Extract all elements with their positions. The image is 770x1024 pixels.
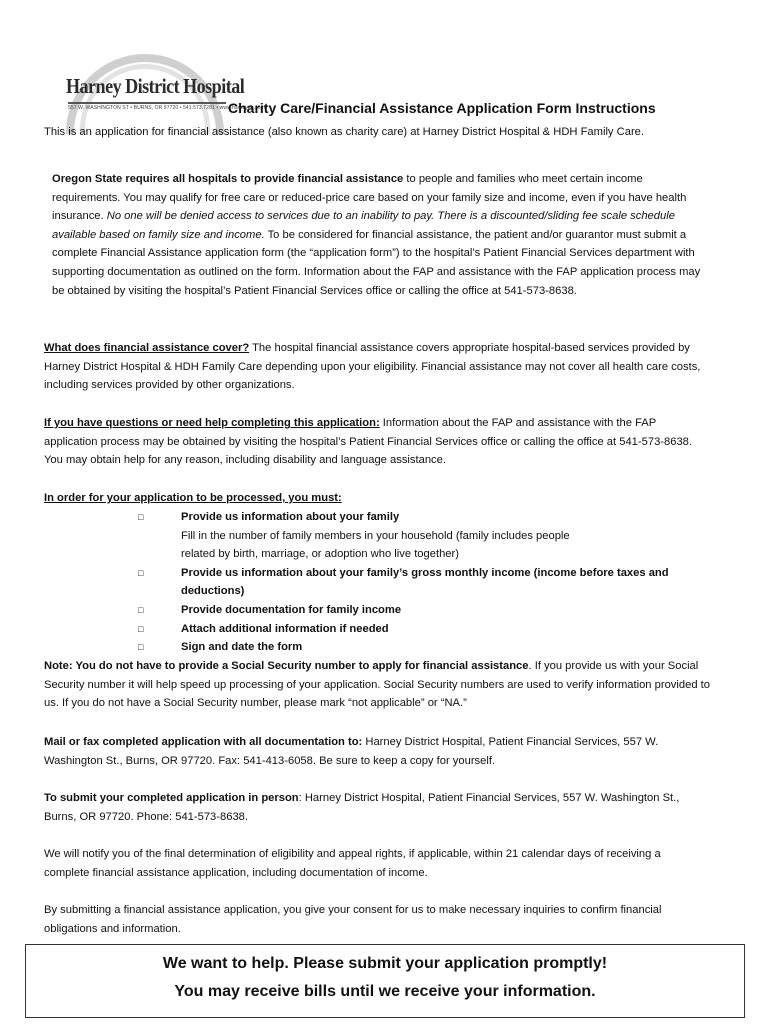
checklist-item-label: deductions) [181,585,245,598]
note-paragraph [44,657,712,713]
callout-line-2: You may receive bills until we receive your information. [174,983,596,1000]
note-label: Note [44,660,69,672]
checklist-item [44,601,744,620]
logo-subtext: 557 W. WASHINGTON ST • BURNS, OR 97720 • 541.573.7281 • www.harneydh.com [68,105,265,111]
hospital-logo [60,48,265,120]
logo-name: Harney District Hospital [66,74,245,98]
logo-rule [68,102,226,104]
consent-paragraph: By submitting a financial assistance application, you give your consent for us to make necessary inquiries to confirm financial obligations and information. [44,904,662,935]
cover-heading: What does financial assistance cover? [44,342,250,354]
checklist-item-label: Provide us information about your family [181,511,400,523]
checkbox-icon: □ [138,623,144,634]
checklist-item-label: Provide documentation for family income [181,603,402,616]
checklist-subtext-line: Fill in the number of family members in your household (family includes people [181,529,570,542]
oregon-text-1: to people and families who meet certain income requirements. You may qualify for free care or reduced-price care based on your family size and income, even if you have health insurance. [52,173,687,223]
in-person-heading: To submit your completed application in person [44,792,299,804]
checklist-item-label: Provide us information about your family’s gross monthly income (income before taxes and [181,566,669,579]
checklist-item [44,620,744,639]
checklist-item [44,508,744,527]
checkbox-icon: □ [138,567,144,578]
process-heading-text: In order for your application to be processed, you must: [44,492,342,504]
cover-text: The hospital financial assistance covers appropriate hospital-based services provided by Harney District Hospital & HDH Family Care depending upon your eligibility. Financial assistance may not cover all health care costs, including services provided by other organizations. [44,342,701,392]
oregon-text-2: To be considered for financial assistance, the patient and/or guarantor must submit a complete Financial Assistance application form (the “application form”) to the hospital’s Patient Financial Services department with supporting documentation as outlined on the form. Information about the FAP and assistance with the FAP application process may be obtained by visiting the hospital’s Patient Financial Services office or calling the office at 541-573-8638. [52,228,701,297]
note-text: . If you provide us with your Social Security number it will help speed up processing of your application. Social Security numbers are used to verify information provided to us. If you do not have a Social Security number, please mark “not applicable” or “NA.” [44,660,710,710]
mail-text: Harney District Hospital, Patient Financial Services, 557 W. Washington St., Burns, OR 97720. Fax: 541-413-6058. Be sure to keep a copy for yourself. [44,736,659,767]
requirements-checklist [44,508,744,657]
note-bold: : You do not have to provide a Social Security number to apply for financial assistance [68,660,529,672]
checklist-subtext-line: related by birth, marriage, or adoption who live together) [181,548,459,561]
checklist-item [44,564,744,583]
checklist-item-label: Sign and date the form [181,641,303,654]
checklist-item-continuation [44,582,744,601]
checklist-item-label: Attach additional information if needed [181,622,389,635]
checklist-item [44,638,744,657]
callout-line-1: We want to help. Please submit your application promptly! [162,955,608,972]
page-title: Charity Care/Financial Assistance Application Form Instructions [228,100,656,116]
checklist-subtext [44,545,744,564]
oregon-lead: Oregon State requires all hospitals to provide financial assistance [52,173,404,185]
mail-paragraph [44,733,712,770]
checkbox-icon: □ [138,604,144,615]
oregon-italic: No one will be denied access to services due to an inability to pay. There is a discounted/sliding fee scale schedule available based on family size and income. [52,210,675,241]
in-person-paragraph [44,789,704,826]
intro-paragraph: This is an application for financial assistance (also known as charity care) at Harney District Hospital & HDH Family Care. [44,126,644,138]
cover-paragraph [44,339,712,395]
in-person-text: : Harney District Hospital, Patient Financial Services, 557 W. Washington St., Burns, OR 97720. Phone: 541-573-8638. [44,792,680,823]
questions-paragraph [44,414,712,470]
checkbox-icon: □ [138,642,144,653]
notify-paragraph: We will notify you of the final determination of eligibility and appeal rights, if applicable, within 21 calendar days of receiving a complete financial assistance application, including documentation of income. [44,848,661,879]
questions-heading: If you have questions or need help completing this application: [44,417,380,429]
process-heading [44,489,704,508]
checklist-subtext [44,527,744,546]
checkbox-icon: □ [138,512,144,522]
questions-text: Information about the FAP and assistance with the FAP application process may be obtained by visiting the hospital’s Patient Financial Services office or calling the office at 541-573-8638. You may obtain help for any reason, including disability and language assistance. [44,417,693,467]
oregon-paragraph [52,170,712,300]
callout-box [25,944,745,1018]
mail-heading: Mail or fax completed application with all documentation to: [44,736,363,748]
